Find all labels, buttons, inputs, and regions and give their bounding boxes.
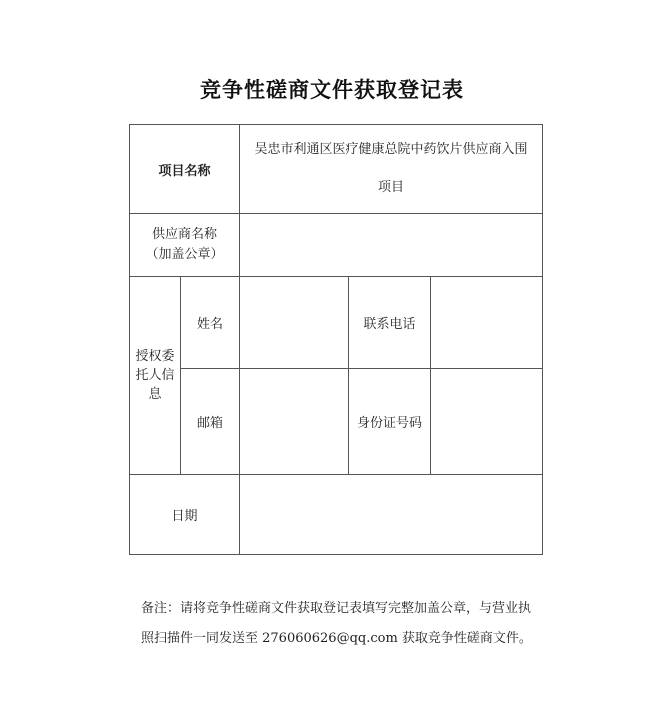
- note-text: [141, 594, 561, 654]
- id-number-label: 身份证号码: [349, 369, 431, 475]
- supplier-row: [130, 214, 543, 277]
- supplier-name-label: [130, 214, 240, 277]
- page-title: 竞争性磋商文件获取登记表: [200, 77, 464, 102]
- id-number-field[interactable]: [431, 369, 543, 475]
- name-label: 姓名: [181, 277, 240, 369]
- project-row: [130, 125, 543, 214]
- supplier-label-line-1: 供应商名称: [152, 227, 218, 242]
- authorized-person-info-label: 授权委托人信息: [130, 277, 181, 475]
- supplier-label-line-2: （加盖公章）: [145, 247, 224, 262]
- project-name-value: [240, 125, 543, 214]
- name-field[interactable]: [240, 277, 349, 369]
- note-line-2: 照扫描件一同发送至 276060626@qq.com 获取竞争性磋商文件。: [141, 631, 532, 646]
- email-label: 邮箱: [181, 369, 240, 475]
- date-row: [130, 475, 543, 555]
- phone-label: 联系电话: [349, 277, 431, 369]
- note-line-1: 备注：请将竞争性磋商文件获取登记表填写完整加盖公章，与营业执: [141, 601, 532, 616]
- phone-field[interactable]: [431, 277, 543, 369]
- authorized-person-row-1: [130, 277, 543, 369]
- project-name-line-2: 项目: [378, 180, 405, 195]
- date-field[interactable]: [240, 475, 543, 555]
- project-name-label: 项目名称: [130, 125, 240, 214]
- supplier-name-field[interactable]: [240, 214, 543, 277]
- registration-form-table: [129, 124, 543, 555]
- project-name-line-1: 吴忠市利通区医疗健康总院中药饮片供应商入围: [254, 142, 528, 157]
- authorized-person-row-2: [130, 369, 543, 475]
- date-label: 日期: [130, 475, 240, 555]
- email-field[interactable]: [240, 369, 349, 475]
